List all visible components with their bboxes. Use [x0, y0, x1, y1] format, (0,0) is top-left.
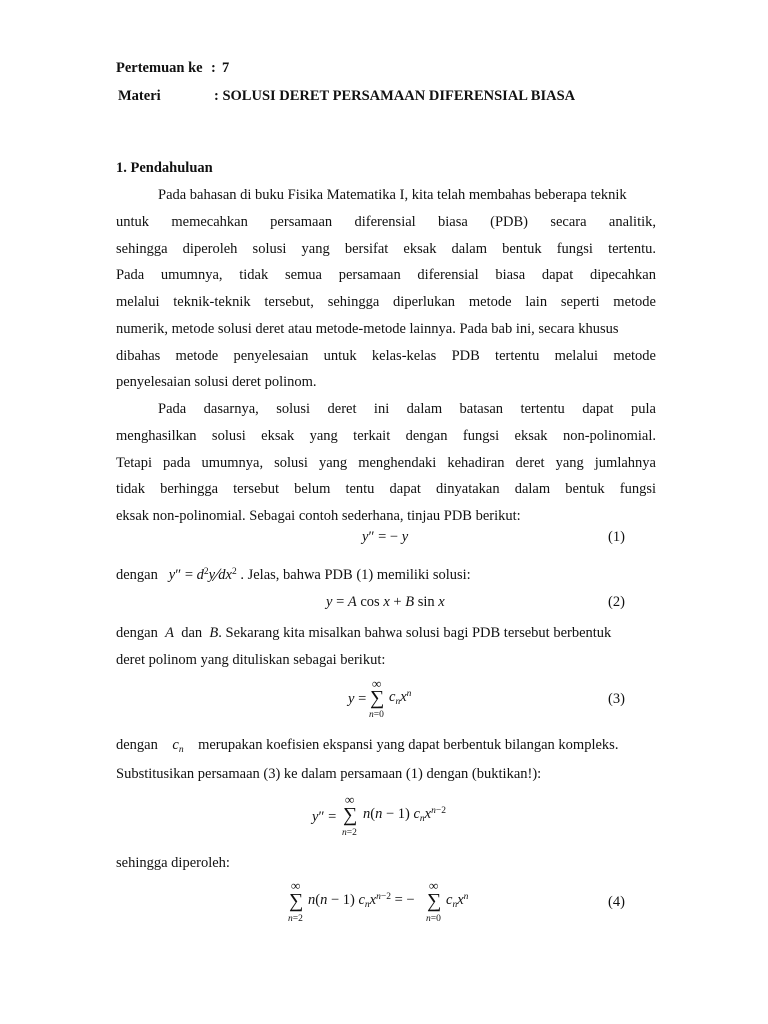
- word-dan: dan: [181, 625, 203, 641]
- equation-number-2: (2): [608, 594, 625, 610]
- paragraph-line: Substitusikan persamaan (3) ke dalam persamaan (1) dengan (buktikan!):: [116, 766, 542, 782]
- constants-tail: . Sekarang kita misalkan bahwa solusi bagi PDB tersebut berbentuk: [218, 625, 612, 641]
- paragraph-line: menghasilkan solusi eksak yang terkait dengan fungsi eksak non-polinomial.: [116, 428, 656, 444]
- paragraph-line: dibahas metode penyelesaian untuk kelas-kelas PDB tertentu melalui metode: [116, 348, 656, 364]
- constants-line: dengan A dan B. Sekarang kita misalkan bahwa solusi bagi PDB tersebut berbentuk: [116, 625, 612, 641]
- paragraph-line: Pada dasarnya, solusi deret ini dalam batasan tertentu dapat pula: [158, 401, 656, 417]
- word-dengan: dengan: [116, 737, 158, 753]
- word-dengan: dengan: [116, 625, 158, 641]
- definition-tail: . Jelas, bahwa PDB (1) memiliki solusi:: [240, 567, 471, 583]
- definition-line: [116, 565, 471, 587]
- meeting-label: Pertemuan ke: [116, 60, 203, 76]
- coefficient-line: dengan $c_n$ merupakan koefisien ekspansi yang dapat berbentuk bilangan kompleks.: [116, 737, 619, 755]
- equation-4: ∞ ∑ n=2 n(n − 1) $c_nx^{n-2}$ = − ∞ ∑ n=0 $c_nx^n$: [288, 878, 469, 924]
- equation-number-4: (4): [608, 894, 625, 910]
- word-dengan: dengan: [116, 567, 158, 583]
- paragraph-line: penyelesaian solusi deret polinom.: [116, 374, 317, 390]
- second-derivative-series: y″ = ∞ ∑ n=2 n(n − 1) $c_nx^{n-2}$: [312, 792, 446, 838]
- paragraph-line: untuk memecahkan persamaan diferensial biasa (PDB) secara analitik,: [116, 214, 656, 230]
- paragraph-line: eksak non-polinomial. Sebagai contoh sederhana, tinjau PDB berikut:: [116, 508, 521, 524]
- equation-3: y = ∞ ∑ n=0 $c_nx^n$: [348, 676, 412, 720]
- equation-number-3: (3): [608, 691, 625, 707]
- material-title: : SOLUSI DERET PERSAMAAN DIFERENSIAL BIASA: [214, 88, 576, 104]
- paragraph-line: deret polinom yang dituliskan sebagai berikut:: [116, 652, 386, 668]
- second-derivative-definition: $y'' = d^2y∕dx^2$: [168, 565, 237, 586]
- paragraph-line: tidak berhingga tersebut belum tentu dapat dinyatakan dalam bentuk fungsi: [116, 481, 656, 497]
- paragraph-line: melalui teknik-teknik tersebut, sehingga diperlukan metode lain seperti metode: [116, 294, 656, 310]
- coefficient-tail: merupakan koefisien ekspansi yang dapat berbentuk bilangan kompleks.: [198, 737, 619, 753]
- section-title: 1. Pendahuluan: [116, 160, 213, 176]
- paragraph-line: Tetapi pada umumnya, solusi yang menghendaki kehadiran deret yang jumlahnya: [116, 455, 656, 471]
- paragraph-line: sehingga diperoleh:: [116, 855, 230, 871]
- meeting-number: 7: [222, 60, 230, 76]
- paragraph-line: Pada umumnya, tidak semua persamaan diferensial biasa dapat dipecahkan: [116, 267, 656, 283]
- paragraph-line: Pada bahasan di buku Fisika Matematika I, kita telah membahas beberapa teknik: [158, 187, 627, 203]
- paragraph-line: numerik, metode solusi deret atau metode-metode lainnya. Pada bab ini, secara khusus: [116, 321, 619, 337]
- equation-2: y = A cos x + B sin x: [326, 594, 445, 610]
- equation-1: y″ = − y: [362, 529, 409, 545]
- equation-number-1: (1): [608, 529, 625, 545]
- meeting-separator: :: [211, 60, 216, 76]
- paragraph-line: sehingga diperoleh solusi yang bersifat eksak dalam bentuk fungsi tertentu.: [116, 241, 656, 257]
- material-label: Materi: [118, 88, 161, 104]
